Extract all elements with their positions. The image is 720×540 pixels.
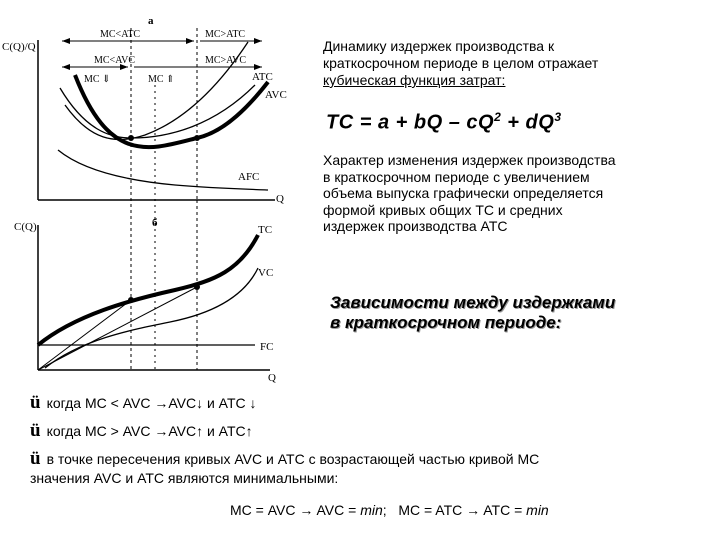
formula-exp-2: 3: [554, 110, 562, 124]
intro-line-3-text: кубическая функция затрат:: [323, 72, 506, 88]
graph-a: [2, 15, 287, 370]
arrowhead-right: [186, 38, 194, 44]
bullet-2-text: когда МС > AVC →AVC↑ и ATC↑: [46, 423, 253, 439]
graph-a-x-label: Q: [276, 193, 284, 205]
region-label-mc-lt-avc: MC<AVC: [94, 55, 136, 66]
tc-curve-label: TC: [258, 224, 273, 236]
afc-curve: [58, 150, 268, 190]
eq1-min: min: [360, 502, 383, 518]
eq2-min: min: [526, 502, 549, 518]
tc-curve: [38, 235, 258, 345]
vc-curve-label: VC: [258, 267, 274, 279]
mc-falling-label: MC ⇓: [84, 74, 111, 85]
intro-line-2: краткосрочном периоде в целом отражает: [323, 55, 599, 71]
bullet-3-continuation: [30, 470, 710, 486]
atc-min-point: [194, 135, 200, 141]
eq2-prefix: MC = ATC → ATC =: [398, 502, 527, 518]
avc-curve-label: AVC: [265, 89, 287, 101]
cubic-cost-formula: [326, 110, 562, 135]
arrowhead-right-2: [254, 38, 262, 44]
vc-curve: [45, 268, 258, 368]
intro-line-3: [323, 72, 663, 89]
bullet-1: [30, 392, 710, 413]
check-icon: ü: [30, 448, 41, 469]
intro-text: [323, 38, 663, 89]
avc-min-point: [128, 135, 134, 141]
graph-a-panel-label: а: [148, 15, 154, 27]
graph-a-y-label: C(Q)/Q: [2, 41, 36, 53]
intro-line-1: Динамику издержек производства к: [323, 38, 555, 54]
arrowhead-left-2: [62, 64, 70, 70]
minimum-equalities: [230, 502, 549, 518]
description-line-4: формой кривых общих TC и средних: [323, 201, 563, 218]
region-label-mc-gt-avc: MC>AVC: [205, 55, 247, 66]
cost-curves-figure: [0, 0, 300, 385]
mc-rising-label: MC ⇑: [148, 74, 175, 85]
check-icon: ü: [30, 420, 41, 441]
bullet-3: [30, 448, 710, 469]
description-text: [323, 152, 683, 235]
eq1-suffix: ;: [382, 502, 399, 518]
afc-curve-label: AFC: [238, 171, 260, 183]
check-icon: ü: [30, 392, 41, 413]
graph-b-x-label: Q: [268, 372, 276, 384]
heading-line-2: в краткосрочном периоде:: [330, 313, 562, 332]
description-line-1: Характер изменения издержек производства: [323, 152, 616, 168]
bullet-1-text: когда МС < AVC →AVC↓ и ATC ↓: [46, 395, 257, 411]
fc-curve-label: FC: [260, 341, 274, 353]
vc-tangent-point: [128, 297, 134, 303]
bullet-3-text-line-1: в точке пересечения кривых AVC и ATC с возрастающей частью кривой МС: [46, 451, 540, 467]
arrowhead-right-4: [254, 64, 262, 70]
graph-b: [14, 217, 276, 384]
bullet-2: [30, 420, 710, 441]
atc-curve: [75, 75, 268, 147]
eq1-prefix: МС = AVC → AVC =: [230, 502, 361, 518]
atc-curve-label: ATC: [252, 71, 273, 83]
description-line-2: в краткосрочном периоде с увеличением: [323, 168, 590, 185]
section-heading: [330, 293, 690, 333]
bullet-3-text-line-2: значения AVC и ATC являются минимальными:: [30, 470, 339, 486]
graph-b-y-label: C(Q): [14, 221, 37, 233]
heading-line-1: Зависимости между издержками: [330, 293, 616, 312]
graph-b-panel-label: б: [152, 217, 158, 229]
description-line-3: объема выпуска графически определяется: [323, 185, 604, 201]
region-label-mc-lt-atc: MC<ATC: [100, 29, 141, 40]
description-line-5: издержек производства ATC: [323, 218, 508, 234]
arrowhead-left: [62, 38, 70, 44]
region-label-mc-gt-atc: MC>ATC: [205, 29, 246, 40]
formula-part-2: + dQ: [501, 111, 555, 134]
formula-part-1: TC = a + bQ – cQ: [326, 111, 495, 134]
tc-tangent-point: [194, 284, 200, 290]
formula-exp-1: 2: [494, 110, 502, 124]
